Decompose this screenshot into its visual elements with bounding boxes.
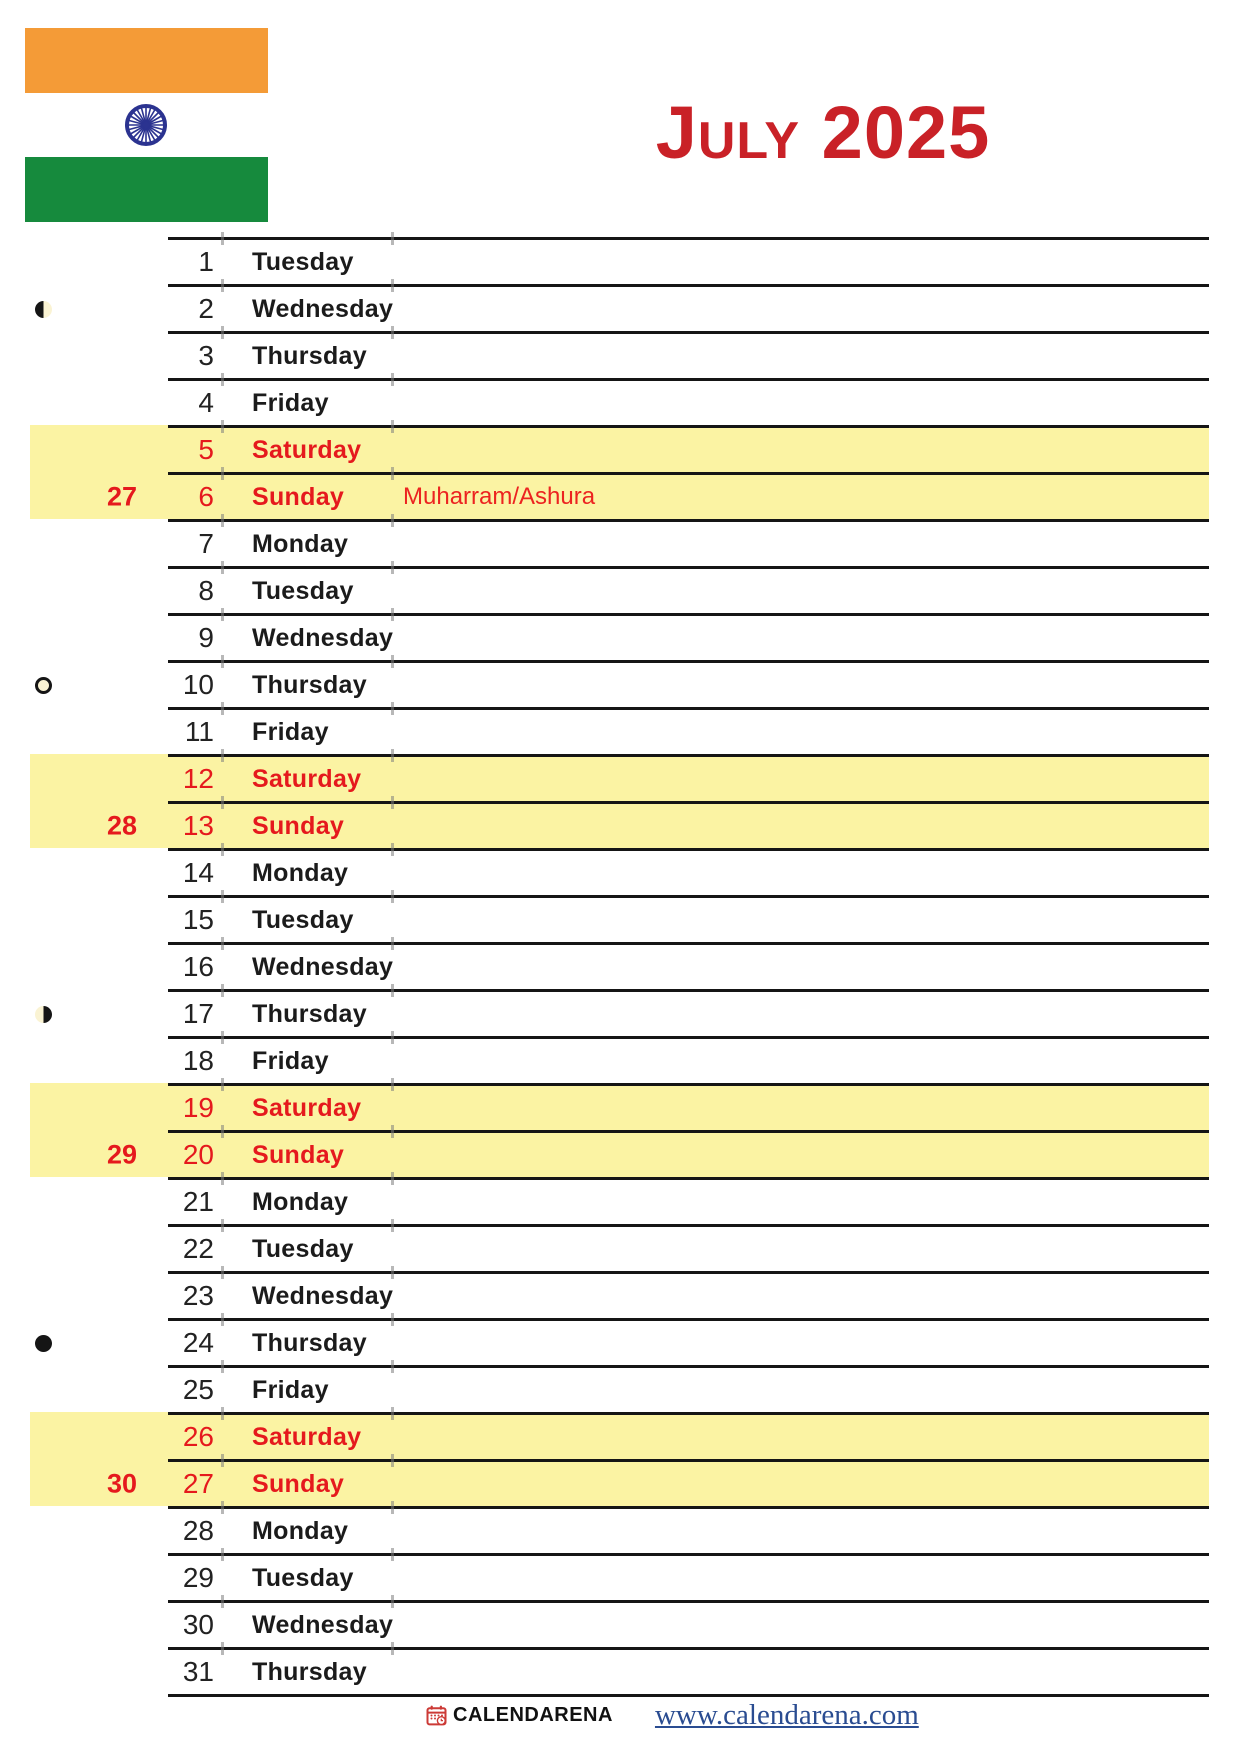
calendar-day-row <box>168 1318 1209 1365</box>
calendar-day-row <box>168 848 1209 895</box>
column-divider-tick <box>391 1642 394 1655</box>
column-divider-tick <box>391 655 394 668</box>
holiday-label: Muharram/Ashura <box>403 483 596 510</box>
day-number: 20 <box>182 1139 214 1170</box>
day-number: 18 <box>182 1045 214 1076</box>
column-divider-tick <box>391 420 394 433</box>
column-divider-tick <box>391 279 394 292</box>
day-number: 5 <box>198 434 214 465</box>
column-divider-tick <box>391 796 394 809</box>
day-number: 21 <box>182 1186 214 1217</box>
day-name: Monday <box>252 1187 349 1216</box>
column-divider-tick <box>221 655 224 668</box>
column-divider-tick <box>221 1548 224 1561</box>
full-moon-icon <box>35 677 52 694</box>
column-divider-tick <box>391 1313 394 1326</box>
day-number: 14 <box>182 857 214 888</box>
column-divider-tick <box>221 1407 224 1420</box>
calendar-day-row <box>168 1365 1209 1412</box>
flag-saffron-stripe <box>25 28 268 93</box>
column-divider-tick <box>391 1501 394 1514</box>
day-name: Sunday <box>252 1140 345 1169</box>
day-name: Friday <box>252 388 329 417</box>
column-divider-tick <box>391 1219 394 1232</box>
column-divider-tick <box>221 796 224 809</box>
column-divider-tick <box>391 843 394 856</box>
day-name: Sunday <box>252 482 345 511</box>
day-number: 25 <box>182 1374 214 1405</box>
website-link[interactable]: www.calendarena.com <box>654 1698 919 1731</box>
column-divider-tick <box>221 232 224 245</box>
calendar-day-row <box>168 801 1209 848</box>
day-name: Saturday <box>252 1422 362 1451</box>
column-divider-tick <box>221 326 224 339</box>
column-divider-tick <box>221 514 224 527</box>
column-divider-tick <box>391 1595 394 1608</box>
day-number: 1 <box>198 246 214 277</box>
column-divider-tick <box>391 514 394 527</box>
column-divider-tick <box>391 1031 394 1044</box>
calendar-day-row <box>168 284 1209 331</box>
column-divider-tick <box>221 467 224 480</box>
column-divider-tick <box>221 702 224 715</box>
day-number: 3 <box>198 340 214 371</box>
first-quarter-moon-icon <box>35 301 52 318</box>
day-name: Wednesday <box>252 623 394 652</box>
column-divider-tick <box>221 1501 224 1514</box>
day-name: Thursday <box>252 1657 367 1686</box>
india-flag <box>25 28 268 222</box>
day-name: Thursday <box>252 999 367 1028</box>
column-divider-tick <box>221 1313 224 1326</box>
column-divider-tick <box>221 843 224 856</box>
day-name: Tuesday <box>252 905 354 934</box>
column-divider-tick <box>391 702 394 715</box>
day-name: Tuesday <box>252 576 354 605</box>
column-divider-tick <box>391 373 394 386</box>
day-number: 29 <box>182 1562 214 1593</box>
calendar-rows <box>168 237 1209 1697</box>
day-number: 26 <box>182 1421 214 1452</box>
calendar-day-row <box>168 519 1209 566</box>
day-number: 30 <box>182 1609 214 1640</box>
calendar-day-row <box>168 566 1209 613</box>
calendar-day-row <box>168 378 1209 425</box>
day-number: 23 <box>182 1280 214 1311</box>
calendar-day-row <box>168 1177 1209 1224</box>
day-name: Sunday <box>252 811 345 840</box>
day-number: 13 <box>182 810 214 841</box>
calendar-day-row <box>168 1083 1209 1130</box>
calendar-day-row <box>168 472 1209 519</box>
calendar-day-row <box>168 1647 1209 1694</box>
day-number: 7 <box>198 528 214 559</box>
column-divider-tick <box>221 420 224 433</box>
brand-name: CALENDARENA <box>453 1703 613 1726</box>
column-divider-tick <box>391 1266 394 1279</box>
calendar-day-row <box>168 425 1209 472</box>
day-name: Monday <box>252 858 349 887</box>
day-number: 31 <box>182 1656 214 1687</box>
day-name: Saturday <box>252 1093 362 1122</box>
day-number: 12 <box>182 763 214 794</box>
column-divider-tick <box>221 1219 224 1232</box>
calendar-day-row <box>168 1506 1209 1553</box>
column-divider-tick <box>221 608 224 621</box>
day-name: Tuesday <box>252 1563 354 1592</box>
ashoka-chakra-icon <box>124 103 168 147</box>
day-name: Wednesday <box>252 1281 394 1310</box>
calendar-day-row <box>168 613 1209 660</box>
column-divider-tick <box>391 467 394 480</box>
day-name: Monday <box>252 1516 349 1545</box>
week-number: 30 <box>106 1468 137 1499</box>
day-name: Wednesday <box>252 1610 394 1639</box>
day-number: 15 <box>182 904 214 935</box>
day-name: Tuesday <box>252 247 354 276</box>
calendar-day-row <box>168 331 1209 378</box>
calendar-logo-icon <box>426 1705 447 1726</box>
calendar-day-row <box>168 1459 1209 1506</box>
calendar-day-row <box>168 942 1209 989</box>
day-name: Saturday <box>252 435 362 464</box>
day-number: 2 <box>198 293 214 324</box>
column-divider-tick <box>221 1172 224 1185</box>
column-divider-tick <box>221 1266 224 1279</box>
column-divider-tick <box>391 890 394 903</box>
column-divider-tick <box>221 373 224 386</box>
column-divider-tick <box>391 1454 394 1467</box>
footer <box>426 1698 919 1731</box>
column-divider-tick <box>391 1360 394 1373</box>
day-number: 16 <box>182 951 214 982</box>
column-divider-tick <box>221 1125 224 1138</box>
week-number: 29 <box>106 1139 137 1170</box>
week-number: 27 <box>106 481 137 512</box>
new-moon-icon <box>35 1335 52 1352</box>
column-divider-tick <box>221 890 224 903</box>
calendar-day-row <box>168 989 1209 1036</box>
calendar-day-row <box>168 237 1209 284</box>
calendar-day-row <box>168 1600 1209 1647</box>
day-name: Monday <box>252 529 349 558</box>
day-number: 9 <box>198 622 214 653</box>
column-divider-tick <box>221 1078 224 1091</box>
column-divider-tick <box>221 1454 224 1467</box>
day-name: Wednesday <box>252 952 394 981</box>
day-name: Saturday <box>252 764 362 793</box>
column-divider-tick <box>391 326 394 339</box>
calendar-day-row <box>168 1553 1209 1600</box>
calendar-day-row <box>168 1224 1209 1271</box>
day-number: 11 <box>184 716 214 747</box>
column-divider-tick <box>221 1642 224 1655</box>
day-number: 24 <box>182 1327 214 1358</box>
day-number: 10 <box>182 669 214 700</box>
day-number: 27 <box>182 1468 214 1499</box>
column-divider-tick <box>391 608 394 621</box>
column-divider-tick <box>391 984 394 997</box>
flag-green-stripe <box>25 157 268 222</box>
column-divider-tick <box>391 1407 394 1420</box>
column-divider-tick <box>221 937 224 950</box>
day-name: Friday <box>252 717 329 746</box>
column-divider-tick <box>391 749 394 762</box>
day-name: Friday <box>252 1375 329 1404</box>
day-number: 6 <box>198 481 214 512</box>
day-name: Tuesday <box>252 1234 354 1263</box>
column-divider-tick <box>221 279 224 292</box>
week-number: 28 <box>106 810 137 841</box>
calendar-table <box>30 237 1209 1700</box>
column-divider-tick <box>221 749 224 762</box>
calendar-day-row <box>168 1412 1209 1459</box>
day-number: 22 <box>182 1233 214 1264</box>
column-divider-tick <box>221 1031 224 1044</box>
column-divider-tick <box>391 561 394 574</box>
day-name: Thursday <box>252 341 367 370</box>
day-name: Friday <box>252 1046 329 1075</box>
column-divider-tick <box>221 561 224 574</box>
column-divider-tick <box>221 1595 224 1608</box>
day-number: 19 <box>182 1092 214 1123</box>
column-divider-tick <box>391 1125 394 1138</box>
day-number: 8 <box>198 575 214 606</box>
day-name: Thursday <box>252 1328 367 1357</box>
column-divider-tick <box>391 232 394 245</box>
last-quarter-moon-icon <box>35 1006 52 1023</box>
day-name: Wednesday <box>252 294 394 323</box>
column-divider-tick <box>391 1548 394 1561</box>
calendar-day-row <box>168 754 1209 801</box>
column-divider-tick <box>391 1172 394 1185</box>
page-title: July 2025 <box>655 91 991 174</box>
column-divider-tick <box>391 1078 394 1091</box>
day-number: 28 <box>182 1515 214 1546</box>
day-number: 4 <box>198 387 214 418</box>
day-name: Thursday <box>252 670 367 699</box>
day-name: Sunday <box>252 1469 345 1498</box>
calendar-day-row <box>168 895 1209 942</box>
column-divider-tick <box>221 1360 224 1373</box>
calendar-day-row <box>168 707 1209 754</box>
calendar-day-row <box>168 1036 1209 1083</box>
calendar-day-row <box>168 1271 1209 1318</box>
calendar-day-row <box>168 1130 1209 1177</box>
column-divider-tick <box>391 937 394 950</box>
day-number: 17 <box>182 998 214 1029</box>
column-divider-tick <box>221 984 224 997</box>
calendar-day-row <box>168 660 1209 707</box>
